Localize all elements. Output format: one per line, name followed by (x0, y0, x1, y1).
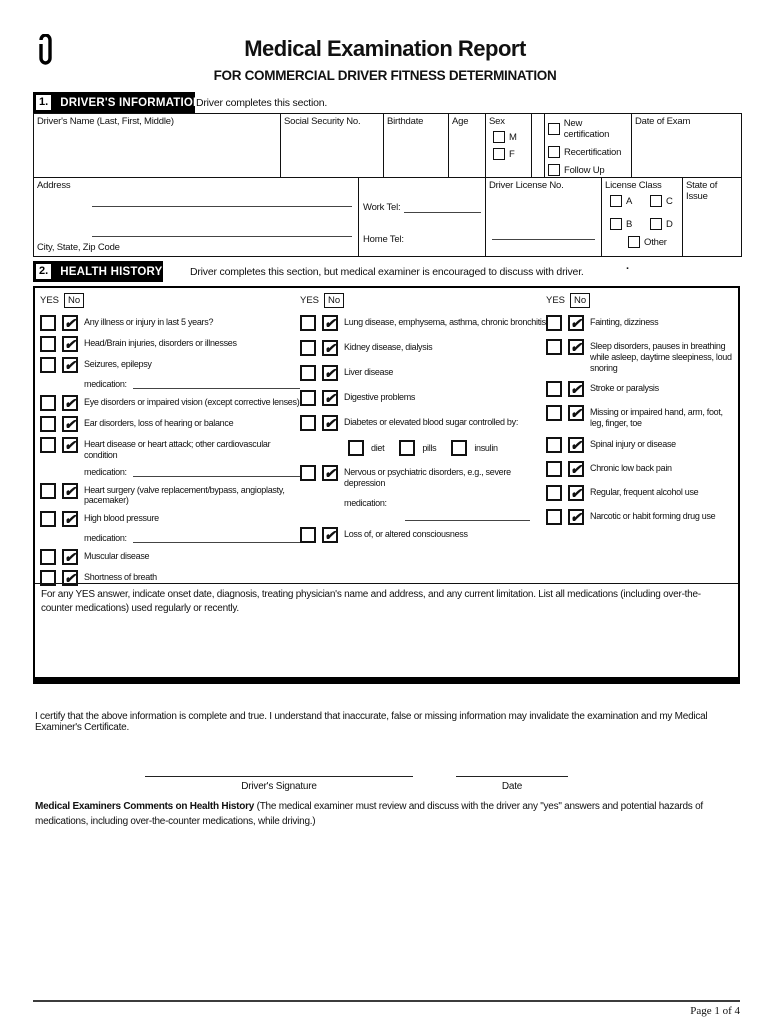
license-class-other-checkbox[interactable] (628, 236, 640, 248)
health-item-label: Eye disorders or impaired vision (except corrective lenses) (84, 397, 300, 407)
yes-checkbox[interactable] (300, 390, 316, 406)
medication-label: medication: (84, 379, 127, 389)
health-item-row (546, 485, 736, 501)
section2-title: HEALTH HISTORY (60, 265, 163, 278)
home-tel-label: Home Tel: (363, 234, 404, 245)
yes-no-header (40, 293, 300, 308)
no-checkbox-checked[interactable]: ✔ (568, 405, 584, 421)
stray-mark: . (626, 260, 630, 272)
examiner-comments (35, 800, 738, 829)
address-field[interactable] (34, 178, 359, 256)
sex-field (486, 114, 532, 177)
health-history-divider (35, 583, 738, 584)
yes-checkbox[interactable] (40, 483, 56, 499)
address-label: Address (37, 180, 71, 191)
health-item-row (40, 437, 300, 461)
driver-info-row2 (34, 178, 741, 256)
health-item-label: Diabetes or elevated blood sugar controlled by: (344, 417, 519, 427)
driver-license-no-label: Driver License No. (489, 180, 564, 191)
health-item-label: Lung disease, emphysema, asthma, chronic bronchitis (344, 317, 546, 327)
health-item-row (546, 437, 736, 453)
date-line[interactable] (456, 776, 568, 777)
sex-male-checkbox[interactable] (493, 131, 505, 143)
work-tel-line[interactable] (404, 202, 481, 213)
yes-checkbox[interactable] (546, 437, 562, 453)
license-class-d-label: D (666, 218, 673, 230)
yes-checkbox[interactable] (40, 357, 56, 373)
section2-header (33, 261, 163, 282)
driver-info-table (33, 113, 742, 257)
health-item-label: Fainting, dizziness (590, 317, 659, 327)
health-item-label: Muscular disease (84, 551, 150, 562)
health-history-column-3 (546, 293, 736, 533)
section2-number: 2. (35, 263, 52, 280)
page-number: Page 1 of 4 (690, 1005, 740, 1017)
license-class-d-checkbox[interactable] (650, 218, 662, 230)
health-item-row (546, 461, 736, 477)
birthdate-field[interactable] (384, 114, 449, 177)
examiner-comments-title: Medical Examiners Comments on Health History (35, 801, 255, 812)
health-item-label: Missing or impaired hand, arm, foot, leg, finger, toe (590, 407, 723, 429)
date-of-exam-label: Date of Exam (635, 116, 691, 127)
health-item-row (546, 339, 736, 373)
medication-row (84, 378, 300, 389)
no-checkbox-checked[interactable]: ✔ (568, 315, 584, 331)
license-class-a-checkbox[interactable] (610, 195, 622, 207)
age-field[interactable] (449, 114, 486, 177)
sub-option-label: insulin (474, 443, 498, 453)
license-class-field (602, 178, 683, 256)
health-item-label: Heart surgery (valve replacement/bypass, angioplasty, pacemaker) (84, 484, 285, 506)
health-item-label: Digestive problems (344, 392, 416, 402)
health-item-label: Stroke or paralysis (590, 383, 659, 394)
no-checkbox-checked[interactable]: ✔ (62, 416, 78, 432)
sex-female-checkbox[interactable] (493, 148, 505, 160)
yes-checkbox[interactable] (546, 405, 562, 421)
yes-checkbox[interactable] (40, 511, 56, 527)
health-item-row (40, 483, 300, 507)
license-class-label: License Class (605, 180, 662, 191)
no-checkbox-checked[interactable]: ✔ (62, 395, 78, 411)
no-header-label: No (324, 293, 344, 308)
yes-checkbox[interactable] (546, 315, 562, 331)
section1-note: Driver completes this section. (196, 97, 328, 109)
health-item-row (40, 336, 300, 352)
yes-checkbox[interactable] (300, 465, 316, 481)
yes-checkbox[interactable] (546, 485, 562, 501)
license-class-other-label: Other (644, 236, 667, 248)
no-checkbox-checked[interactable]: ✔ (62, 437, 78, 453)
medication-line[interactable] (133, 378, 300, 389)
state-of-issue-field[interactable] (683, 178, 741, 256)
medication-label: medication: (84, 533, 127, 544)
medication-row (344, 498, 546, 521)
health-item-row (546, 315, 736, 331)
page-title: Medical Examination Report (244, 36, 526, 61)
medication-line[interactable] (405, 520, 530, 521)
page-subtitle: FOR COMMERCIAL DRIVER FITNESS DETERMINATION (213, 68, 557, 83)
new-certification-checkbox[interactable] (548, 123, 560, 135)
sub-option-checkbox[interactable] (348, 440, 364, 456)
yes-checkbox[interactable] (40, 315, 56, 331)
health-item-label: Spinal injury or disease (590, 438, 676, 449)
health-item-row (300, 315, 546, 331)
driver-license-no-line[interactable] (492, 239, 595, 240)
no-checkbox-checked[interactable]: ✔ (322, 390, 338, 406)
age-label: Age (452, 116, 469, 127)
health-item-label: Kidney disease, dialysis (344, 342, 433, 352)
no-checkbox-checked[interactable]: ✔ (62, 511, 78, 527)
ssn-label: Social Security No. (284, 116, 361, 127)
city-state-zip-label: City, State, Zip Code (37, 242, 120, 253)
yes-checkbox[interactable] (40, 437, 56, 453)
no-checkbox-checked[interactable]: ✔ (62, 483, 78, 499)
health-item-label: Any illness or injury in last 5 years? (84, 317, 214, 327)
diabetes-control-options (340, 440, 546, 456)
yes-answer-note: For any YES answer, indicate onset date, diagnosis, treating physician's name and address, and any current limitation. List all medications (including over-the-counter medications) used regularly or recently. (41, 589, 701, 614)
yes-header-label: YES (546, 295, 566, 306)
yes-no-header (546, 293, 736, 308)
recertification-label: Recertification (564, 146, 622, 158)
no-checkbox-checked[interactable]: ✔ (322, 365, 338, 381)
health-item-label: Liver disease (344, 367, 394, 377)
sub-option-checkbox[interactable] (451, 440, 467, 456)
certification-type-field (545, 114, 632, 177)
health-item-label: Heart disease or heart attack; other cardiovascular condition (84, 439, 271, 460)
yes-checkbox[interactable] (40, 549, 56, 565)
health-item-row (300, 415, 546, 431)
yes-no-header (300, 293, 546, 308)
driver-name-field[interactable] (34, 114, 281, 177)
health-item-row (40, 395, 300, 411)
no-header-label: No (64, 293, 84, 308)
birthdate-label: Birthdate (387, 116, 424, 127)
no-checkbox-checked[interactable]: ✔ (322, 465, 338, 481)
health-item-label: Nervous or psychiatric disorders, e.g., severe depression (344, 467, 511, 488)
license-class-a-label: A (626, 195, 633, 207)
health-item-row (40, 416, 300, 432)
section1-header (33, 92, 202, 113)
medication-line[interactable] (133, 532, 300, 543)
health-item-label: Regular, frequent alcohol use (590, 486, 699, 497)
health-item-row (546, 405, 736, 429)
no-checkbox-checked[interactable]: ✔ (62, 357, 78, 373)
work-tel-label: Work Tel: (363, 202, 401, 213)
certification-statement: I certify that the above information is complete and true. I understand that inaccurate, false or missing information may invalidate the examination and my Medical Examiner's Certificate. (35, 711, 708, 733)
yes-checkbox[interactable] (300, 340, 316, 356)
health-item-row (300, 365, 546, 381)
yes-checkbox[interactable] (300, 415, 316, 431)
health-item-label: Ear disorders, loss of hearing or balance (84, 418, 234, 428)
health-item-label: High blood pressure (84, 513, 159, 524)
health-item-row (40, 511, 300, 527)
health-item-row (40, 549, 300, 565)
health-item-label: Narcotic or habit forming drug use (590, 510, 716, 521)
health-item-row (40, 357, 300, 373)
no-checkbox-checked[interactable]: ✔ (568, 339, 584, 355)
new-certification-label: New certification (563, 118, 610, 140)
yes-checkbox[interactable] (40, 395, 56, 411)
date-of-exam-field[interactable] (632, 114, 741, 177)
health-item-label: Seizures, epilepsy (84, 359, 152, 369)
health-item-label: Chronic low back pain (590, 462, 672, 473)
yes-checkbox[interactable] (40, 336, 56, 352)
yes-checkbox[interactable] (300, 365, 316, 381)
driver-signature-label: Driver's Signature (241, 781, 317, 792)
license-class-b-checkbox[interactable] (610, 218, 622, 230)
no-checkbox-checked[interactable]: ✔ (568, 437, 584, 453)
no-checkbox-checked[interactable]: ✔ (568, 485, 584, 501)
recertification-checkbox[interactable] (548, 146, 560, 158)
no-checkbox-checked[interactable]: ✔ (322, 415, 338, 431)
license-class-b-label: B (626, 218, 633, 230)
sub-option-label: pills (422, 443, 437, 453)
health-item-row (300, 390, 546, 406)
sex-female-label: F (509, 148, 515, 160)
license-class-c-checkbox[interactable] (650, 195, 662, 207)
no-checkbox-checked[interactable]: ✔ (568, 461, 584, 477)
driver-info-row1 (34, 114, 741, 178)
section1-title: DRIVER'S INFORMATION (60, 96, 202, 109)
no-checkbox-checked[interactable]: ✔ (322, 527, 338, 543)
health-item-label: Shortness of breath (84, 572, 157, 583)
sex-label: Sex (489, 116, 505, 127)
medication-row (84, 532, 300, 543)
yes-checkbox[interactable] (546, 461, 562, 477)
health-history-column-1 (40, 293, 300, 591)
health-item-label: Sleep disorders, pauses in breathing while asleep, daytime sleepiness, loud snoring (590, 341, 732, 373)
no-checkbox-checked[interactable]: ✔ (62, 549, 78, 565)
health-item-row (40, 315, 300, 331)
follow-up-label: Follow Up (564, 164, 605, 176)
cert-spacer-cell (532, 114, 545, 177)
ssn-field[interactable] (281, 114, 384, 177)
yes-checkbox[interactable] (546, 509, 562, 525)
license-class-c-label: C (666, 195, 673, 207)
section1-number: 1. (35, 94, 52, 111)
section2-note: Driver completes this section, but medical examiner is encouraged to discuss with driver. (190, 266, 584, 278)
yes-checkbox[interactable] (546, 381, 562, 397)
footer-rule (33, 1000, 740, 1002)
yes-checkbox[interactable] (40, 416, 56, 432)
driver-name-label: Driver's Name (Last, First, Middle) (37, 116, 174, 127)
health-item-label: Loss of, or altered consciousness (344, 528, 468, 539)
yes-checkbox[interactable] (300, 527, 316, 543)
yes-checkbox[interactable] (546, 339, 562, 355)
no-checkbox-checked[interactable]: ✔ (62, 315, 78, 331)
no-checkbox-checked[interactable]: ✔ (322, 340, 338, 356)
driver-license-no-field[interactable] (486, 178, 602, 256)
medication-row (84, 466, 300, 477)
sex-male-label: M (509, 131, 517, 143)
health-item-row (546, 509, 736, 525)
yes-header-label: YES (40, 295, 60, 306)
address-line2[interactable] (92, 236, 352, 237)
telephone-field (359, 178, 486, 256)
no-checkbox-checked[interactable]: ✔ (568, 381, 584, 397)
state-of-issue-label: State of Issue (686, 180, 718, 202)
health-item-row (300, 527, 546, 543)
yes-header-label: YES (300, 295, 320, 306)
health-item-label: Head/Brain injuries, disorders or illnesses (84, 338, 237, 348)
no-header-label: No (570, 293, 590, 308)
health-item-row (300, 465, 546, 489)
sub-option-checkbox[interactable] (399, 440, 415, 456)
sub-option-label: diet (371, 443, 385, 453)
examiner-comments-text: (The medical examiner must review and discuss with the driver any "yes" answers and potential hazards of medications, including over-the-counter medications, while driving.) (35, 801, 703, 827)
health-history-column-2 (300, 293, 546, 552)
health-item-row (546, 381, 736, 397)
health-history-box (33, 286, 740, 684)
medication-label: medication: (84, 466, 127, 477)
follow-up-checkbox[interactable] (548, 164, 560, 176)
yes-checkbox[interactable] (300, 315, 316, 331)
address-line[interactable] (92, 206, 352, 207)
no-checkbox-checked[interactable]: ✔ (568, 509, 584, 525)
driver-signature-line[interactable] (145, 776, 413, 777)
no-checkbox-checked[interactable]: ✔ (322, 315, 338, 331)
date-label: Date (501, 781, 523, 792)
health-item-row (300, 340, 546, 356)
medication-line[interactable] (133, 466, 300, 477)
no-checkbox-checked[interactable]: ✔ (62, 570, 78, 586)
medication-label: medication: (344, 497, 387, 508)
no-checkbox-checked[interactable]: ✔ (62, 336, 78, 352)
